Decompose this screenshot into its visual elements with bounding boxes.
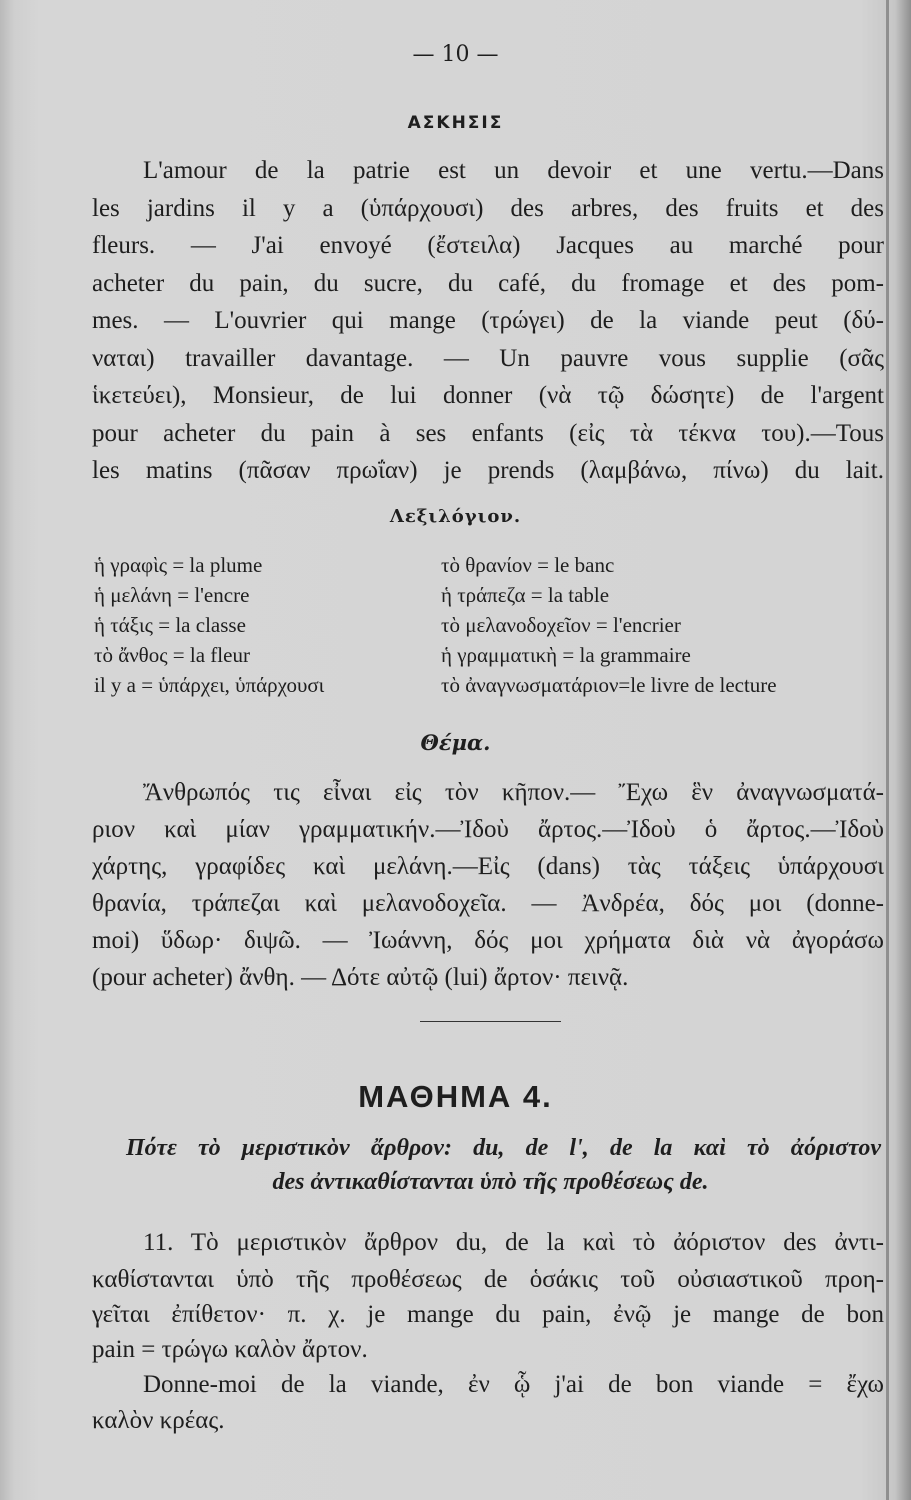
text-line: fleurs. — J'ai envoyé (ἔστειλα) Jacques au marché pour — [92, 232, 884, 259]
text-line: γεῖται ἐπίθετον· π. χ. je mange du pain, ἐνῷ je mange de bon — [92, 1301, 884, 1328]
vocab-entry: ἡ γραμματικὴ = la grammaire — [441, 643, 691, 667]
section-divider — [420, 1021, 561, 1022]
text-line: pour acheter du pain à ses enfants (εἰς τὰ τέκνα του).—Tous — [92, 420, 884, 447]
vocab-entry: ἡ γραφὶς = la plume — [94, 553, 263, 577]
text-line: καθίστανται ὑπὸ τῆς προθέσεως de ὁσάκις τοῦ οὐσιαστικοῦ προη- — [92, 1266, 884, 1293]
vocabulary-title: Λεξιλόγιον. — [389, 506, 522, 527]
vocab-entry: ἡ μελάνη = l'encre — [94, 583, 250, 607]
page-edge — [886, 0, 889, 1500]
text-line: les jardins il y a (ὑπάρχουσι) des arbres, des fruits et des — [92, 195, 884, 222]
text-line: (pour acheter) ἄνθη. — Δότε αὐτῷ (lui) ἄρτον· πεινᾷ. — [92, 964, 629, 991]
exercise-heading: ΑΣΚΗΣΙΣ — [407, 113, 504, 133]
vocab-entry: ἡ τράπεζα = la table — [441, 583, 610, 607]
text-line: Donne-moi de la viande, ἐν ᾧ j'ai de bon viande = ἔχω — [143, 1371, 884, 1398]
text-line: καλὸν κρέας. — [92, 1407, 225, 1434]
text-line: ριον καὶ μίαν γραμματικήν.—Ἰδοὺ ἄρτος.—Ἰδοὺ ὁ ἄρτος.—Ἰδοὺ — [92, 816, 884, 843]
text-line: 11. Τὸ μεριστικὸν ἄρθρον du, de la καὶ τὸ ἀόριστον des ἀντι- — [143, 1229, 884, 1256]
text-line: ἱκετεύει), Monsieur, de lui donner (νὰ τῷ δώσητε) de l'argent — [92, 382, 884, 409]
lesson-subtitle: Πότε τὸ μεριστικὸν ἄρθρον: du, de l', de la καὶ τὸ ἀόριστον — [126, 1135, 881, 1161]
text-line: Ἄνθρωπός τις εἶναι εἰς τὸν κῆπον.— Ἔχω ἓν ἀναγνωσματά- — [143, 779, 884, 806]
text-line: θρανία, τράπεζαι καὶ μελανοδοχεῖα. — Ἀνδρέα, δός μοι (donne- — [92, 890, 884, 917]
thema-title: Θέμα. — [420, 730, 491, 755]
text-line: moi) ὕδωρ· διψῶ. — Ἰωάννη, δός μοι χρήματα διὰ νὰ ἀγοράσω — [92, 927, 884, 954]
text-line: acheter du pain, du sucre, du café, du fromage et des pom- — [92, 270, 884, 297]
vocab-entry: τὸ θρανίον = le banc — [441, 553, 615, 577]
vocab-entry: il y a = ὑπάρχει, ὑπάρχουσι — [94, 673, 325, 697]
vocab-entry: τὸ ἄνθος = la fleur — [94, 643, 250, 667]
vocab-entry: τὸ ἀναγνωσματάριον=le livre de lecture — [441, 673, 777, 697]
lesson-title: ΜΑΘΗΜΑ 4. — [358, 1079, 553, 1114]
text-line: pain = τρώγω καλὸν ἄρτον. — [92, 1336, 368, 1363]
vocab-entry: τὸ μελανοδοχεῖον = l'encrier — [441, 613, 681, 637]
lesson-subtitle: des ἀντικαθίστανται ὑπὸ τῆς προθέσεως de. — [272, 1169, 709, 1195]
text-line: ναται) travailler davantage. — Un pauvre vous supplie (σᾶς — [92, 345, 884, 372]
vocab-entry: ἡ τάξις = la classe — [94, 613, 246, 637]
text-line: mes. — L'ouvrier qui mange (τρώγει) de la viande peut (δύ- — [92, 307, 884, 334]
text-line: L'amour de la patrie est un devoir et une vertu.—Dans — [143, 157, 884, 184]
page-number: — 10 — — [412, 42, 499, 67]
text-line: les matins (πᾶσαν πρωΐαν) je prends (λαμβάνω, πίνω) du lait. — [92, 457, 884, 484]
text-line: χάρτης, γραφίδες καὶ μελάνη.—Εἰς (dans) τὰς τάξεις ὑπάρχουσι — [92, 853, 884, 880]
